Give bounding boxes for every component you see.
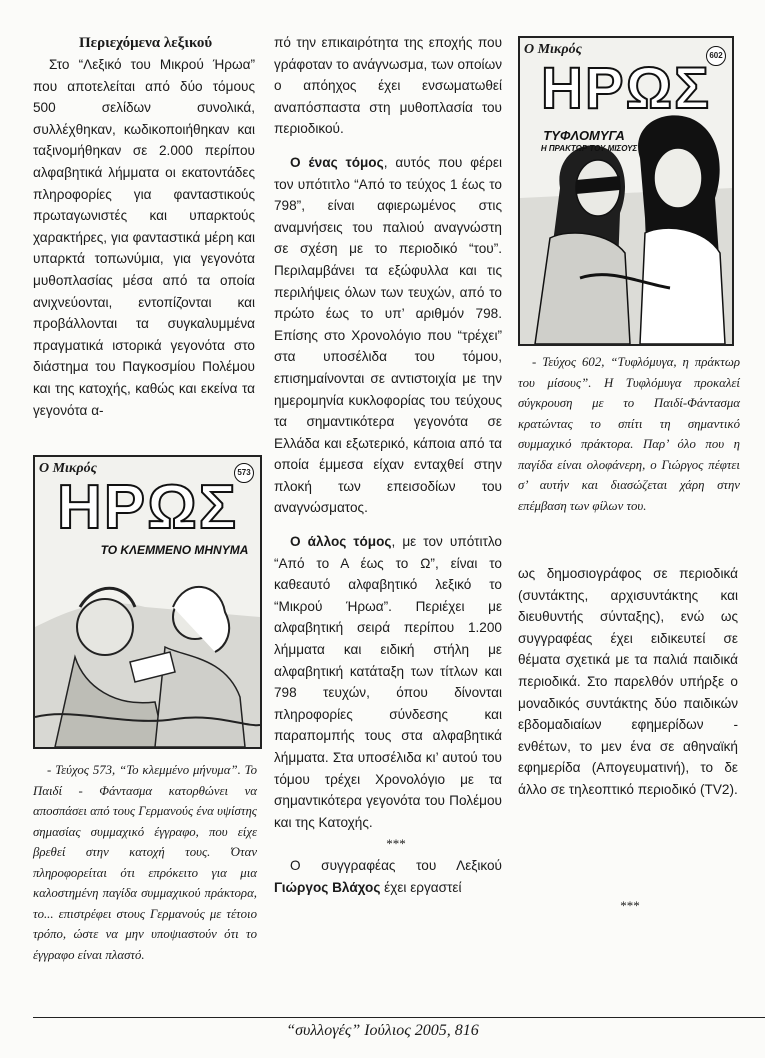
paragraph-second-volume bbox=[274, 531, 502, 833]
paragraph-author-continued: ως δημοσιογράφος σε περιοδικά (συντάκτης, αρχισυντάκτης και διευθυντής σύνταξης), ενώ ως συγγραφέας έχει ειδικευτεί σε θέματα σχετικά με τα παλιά παιδικά περιοδικά. Στο παρελθόν υπήρξε ο μοναδικός συντάκτης δύο παιδικών εβδομαδιαίων εφημερίδων - ενθέτων, το μεν ένα σε αθηναϊκή εφημερίδα (Απογευματινή), το δε άλλο σε τηλεοπτικό περιοδικό (TV2). bbox=[518, 566, 738, 797]
page-footer: “συλλογές” Ιούλιος 2005, 816 bbox=[286, 1022, 479, 1039]
caption-left bbox=[33, 760, 257, 965]
column-middle bbox=[274, 32, 502, 898]
cover-brand-small: Ο Μικρός bbox=[39, 461, 97, 476]
cover-brand-main: ΗΡΩΣ bbox=[56, 473, 239, 542]
paragraph-continuation: πό την επικαιρότητα της εποχής που γράφοταν το ανάγνωσμα, των οποίων ο απόηχος έχει ενσωματωθεί αναπόσπαστα στη μυθοπλασία του περιοδικού. bbox=[274, 35, 502, 137]
first-volume-label: Ο ένας τόμος bbox=[290, 154, 384, 170]
author-text-start: Ο συγγραφέας του Λεξικού bbox=[290, 857, 502, 873]
author-text-end: έχει εργαστεί bbox=[380, 879, 462, 895]
cover-subtitle: ΤΟ ΚΛΕΜΜΕΝΟ ΜΗΝΥΜΑ bbox=[100, 543, 249, 557]
cover-subtitle-line1: ΤΥΦΛΟΜΥΓΑ bbox=[543, 128, 625, 143]
cover-subtitle-line2: Η ΠΡΑΚΤΩΡ ΤΟΥ ΜΙΣΟΥΣ bbox=[540, 144, 638, 153]
second-volume-text: , με τον υπότιτλο “Από το Α έως το Ω”, είναι το καθεαυτό αλφαβητικό λεξικό το “Μικρού Ήρωα”. Περιέχει με αλφαβητική σειρά περίπου 1.200 λήμματα και ειδική στήλη με αλφαβητική κατάταξη των τίτλων και 798 τευχών, όπου δίνονται πληροφορίες σύνδεσης και παραπομπής τους στα αλφαβητικά λήμματα. Στα υποσέλιδα κι’ αυτού του τόμου τρέχει Χρονολόγιο με τα σημαντικότερα γεγονότα του Πολέμου και της Κατοχής. bbox=[274, 534, 502, 830]
cover-brand-small: Ο Μικρός bbox=[524, 42, 582, 57]
cover-brand-main: ΗΡΩΣ bbox=[541, 56, 711, 121]
section-heading: Περιεχόμενα λεξικού bbox=[79, 35, 213, 51]
first-volume-text: , αυτός που φέρει τον υπότιτλο “Από το τεύχος 1 έως το 798”, είναι αφιερωμένος στις αναμνήσεις του παλιού αναγνώστη σε σχέση με το περιοδικό “του”. Περιλαμβάνει τα εξώφυλλα και τις περιλήψεις όλων των τευχών, από το πρώτο έως το υπ’ αριθμόν 798. Επίσης στο Χρονολόγιο που “τρέχει” στα υποσέλιδα του τόμου, επισημαίνονται σε αντιστοιχία με την ημερομηνία κυκλοφορίας του τεύχους τα σημαντικότερα γεγονότα σε Ελλάδα και εξωτερικό, κάποια από τα οποία έμμεσα είχαν ενταχθεί στην πλοκή των επεισοδίων του αναγνώσματος. bbox=[274, 154, 502, 516]
cover-issue-number: 573 bbox=[234, 463, 254, 483]
paragraph-contents: Στο “Λεξικό του Μικρού Ήρωα” που αποτελείται από δύο τόμους 500 σελίδων συνολικά, συλλέχθηκαν, κωδικοποιήθηκαν και ταξινομήθηκαν σε 2.000 περίπου αλφαβητικά λήμματα οι εκατοντάδες πληροφορίες για φανταστικούς πρωταγωνιστές και υπαρκτούς χαρακτήρες, για φανταστικά μέρη και υπαρκτά τοπωνύμια, για γεγονότα μυθοπλασίας μέσα από τα οποία ανιχνεύονται, εντοπίζονται και προβάλλονται τα συγκαλυμμένα πραγματικά ιστορικά γεγονότα στο διάστημα του Παγκοσμίου Πολέμου και της κατοχής, καθώς και εκείνα τα γεγονότα α- bbox=[33, 57, 255, 418]
end-separator: *** bbox=[620, 898, 640, 913]
paragraph-first-volume bbox=[274, 152, 502, 519]
cover-issue-number: 602 bbox=[706, 46, 726, 66]
column-left bbox=[33, 32, 255, 421]
author-name: Γιώργος Βλάχος bbox=[274, 879, 381, 895]
section-separator: *** bbox=[386, 836, 406, 852]
footer-rule bbox=[33, 1017, 765, 1018]
caption-573-text: - Τεύχος 573, “Το κλεμμένο μήνυμα”. Το Παιδί - Φάντασμα κατορθώνει να αποσπάσει από τους Γερμανούς ένα υψίστης σημασίας συμμαχικό έγγραφο, που είχε βρεθεί στην κατοχή τους. Όταν πληροφορείται ότι επρόκειτο για μια καλοστημένη παγίδα συμμαχικού πράκτορα, το... επιστρέφει στους Γερμανούς με τέτοιο τρόπο, ώστε να μην υποψιαστούν ότι το έγγραφο είναι πλαστό. bbox=[33, 763, 257, 962]
caption-602-text: - Τεύχος 602, “Τυφλόμυγα, η πράκτωρ του μίσους”. Η Τυφλόμυγα προκαλεί σύγκρουση με το Παιδί-Φάντασμα κρατώντας το σπίτι τη σημαντικό συμμαχικό πράκτορα. Παρ’ όλο που η παγίδα είναι ολοφάνερη, ο Γιώργος πέφτει σ’ αυτήν και διασώζεται χάρη στην επέμβαση των φίλων του. bbox=[518, 355, 740, 513]
comic-cover-602 bbox=[518, 36, 734, 346]
comic-cover-573 bbox=[33, 455, 262, 749]
column-right bbox=[518, 563, 738, 801]
second-volume-label: Ο άλλος τόμος bbox=[290, 534, 392, 550]
paragraph-author bbox=[274, 855, 502, 898]
caption-right bbox=[518, 352, 740, 516]
